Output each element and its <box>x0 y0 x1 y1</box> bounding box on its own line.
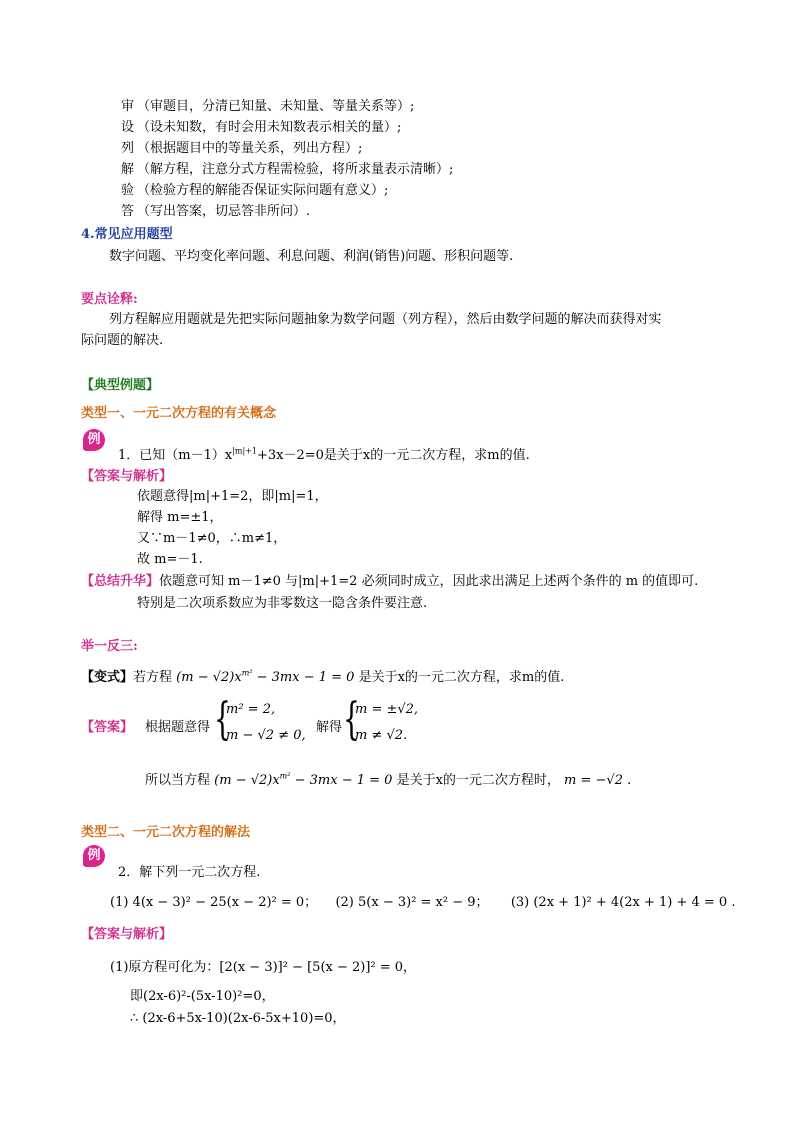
brace-icon: { <box>343 694 360 745</box>
step-item <box>121 138 453 159</box>
example-badge-label: 例 <box>87 848 101 863</box>
keypoints-line1: 列方程解应用题就是先把实际问题抽象为数学问题（列方程），然后由数学问题的解决而获得对实 <box>109 312 662 327</box>
equation-3: (3) (2x + 1)² + 4(2x + 1) + 4 = 0 . <box>510 895 736 910</box>
analogy-answer-label: 【答案】 <box>81 720 134 735</box>
summary-line1: 依题意可知 m－1≠0 与|m|+1=2 必须同时成立，因此求出满足上述两个条件的 m 的值即可. <box>159 574 699 589</box>
system-of-equations-2 <box>343 694 443 749</box>
conclusion-text: 是关于x的一元二次方程时， <box>396 773 560 788</box>
problem-text: 1．已知（m－1）x <box>118 448 233 463</box>
problem-text: +3x－2=0是关于x的一元二次方程，求m的值. <box>256 448 530 463</box>
type1-answer-label: 【答案与解析】 <box>81 469 173 484</box>
equation-part: (m − √2)x <box>176 670 242 685</box>
type2-sol-line1: (1)原方程可化为：[2(x − 3)]² − [5(x − 2)]² = 0， <box>110 960 417 975</box>
variant-text: 若方程 <box>133 670 173 685</box>
solution-line: 依题意得|m|+1=2，即|m|=1， <box>137 489 328 504</box>
step-head: 解 <box>121 162 135 177</box>
type1-problem <box>118 444 530 463</box>
variant-label: 【变式】 <box>81 670 134 685</box>
step-item <box>121 96 453 117</box>
conclusion-answer: m = −√2 <box>564 773 623 788</box>
step-text: （设未知数，有时会用未知数表示相关的量）; <box>137 120 402 135</box>
conclusion-text: . <box>627 773 632 788</box>
section4-body: 数字问题、平均变化率问题、利息问题、利润(销售)问题、形积问题等. <box>109 249 514 264</box>
keypoints-title: 要点诠释: <box>81 292 138 307</box>
variant-text: 是关于x的一元二次方程，求m的值. <box>358 670 565 685</box>
analogy-answer-pre: 根据题意得 <box>145 720 211 735</box>
keypoints-line2: 际问题的解决. <box>81 333 164 348</box>
system-line: m = ±√2, <box>355 702 419 717</box>
equation-part: − 3mx − 1 = 0 <box>290 773 393 788</box>
system-line: m − √2 ≠ 0, <box>226 728 306 743</box>
step-item <box>121 159 453 180</box>
step-text: （写出答案，切忌答非所问）. <box>137 204 311 219</box>
step-head: 答 <box>121 204 135 219</box>
type1-solution <box>137 486 328 570</box>
system-of-equations-1 <box>214 694 314 749</box>
typical-examples-heading: 【典型例题】 <box>81 378 160 393</box>
equation-exponent: m² <box>241 668 253 678</box>
problem-exponent: |m|+1 <box>232 446 257 456</box>
step-head: 审 <box>121 99 135 114</box>
step-item <box>121 117 453 138</box>
type2-title: 类型二、一元二次方程的解法 <box>81 825 251 840</box>
solution-line: 又∵m－1≠0，∴m≠1， <box>137 531 287 546</box>
type2-sol-line2: 即(2x-6)²-(5x-10)²=0， <box>130 989 275 1004</box>
step-head: 列 <box>121 141 135 156</box>
type1-summary <box>81 570 698 589</box>
type1-title: 类型一、一元二次方程的有关概念 <box>81 406 277 421</box>
step-text: （检验方程的解能否保证实际问题有意义）; <box>137 183 389 198</box>
brace-icon: { <box>214 694 231 745</box>
analogy-title: 举一反三: <box>81 639 138 654</box>
analogy-answer-mid: 解得 <box>316 720 343 735</box>
type2-answer-label: 【答案与解析】 <box>81 927 173 942</box>
step-item <box>121 180 453 201</box>
conclusion-equation <box>214 773 392 788</box>
variant-problem <box>81 666 564 685</box>
variant-equation <box>176 670 354 685</box>
solution-line: 故 m=－1. <box>137 552 203 567</box>
steps-list <box>121 96 453 222</box>
example-badge <box>83 429 105 451</box>
conclusion-text: 所以当方程 <box>145 773 211 788</box>
analogy-conclusion <box>145 769 631 788</box>
system-line: m² = 2, <box>226 702 276 717</box>
solution-line: 解得 m=±1， <box>137 510 223 525</box>
type1-summary-line2: 特别是二次项系数应为非零数这一隐含条件要注意. <box>137 596 428 611</box>
type2-problem: 2．解下列一元二次方程. <box>118 865 261 880</box>
equation-part: − 3mx − 1 = 0 <box>252 670 355 685</box>
summary-label: 【总结升华】 <box>81 574 160 589</box>
type2-equations <box>110 891 735 910</box>
step-item <box>121 201 453 222</box>
example-badge <box>83 845 105 867</box>
step-head: 验 <box>121 183 135 198</box>
equation-part: (m − √2)x <box>214 773 280 788</box>
equation-1: (1) 4(x − 3)² − 25(x − 2)² = 0； <box>110 895 318 910</box>
system-line: m ≠ √2. <box>355 728 408 743</box>
equation-2: (2) 5(x − 3)² = x² − 9； <box>335 895 489 910</box>
type2-sol-line3: ∴ (2x-6+5x-10)(2x-6-5x+10)=0， <box>130 1011 346 1026</box>
section4-title: 4.常见应用题型 <box>81 227 173 242</box>
step-head: 设 <box>121 120 135 135</box>
step-text: （根据题目中的等量关系，列出方程）; <box>137 141 363 156</box>
equation-exponent: m² <box>279 771 291 781</box>
step-text: （解方程，注意分式方程需检验，将所求量表示清晰）; <box>137 162 454 177</box>
example-badge-label: 例 <box>87 432 101 447</box>
step-text: （审题目，分清已知量、未知量、等量关系等）; <box>137 99 415 114</box>
